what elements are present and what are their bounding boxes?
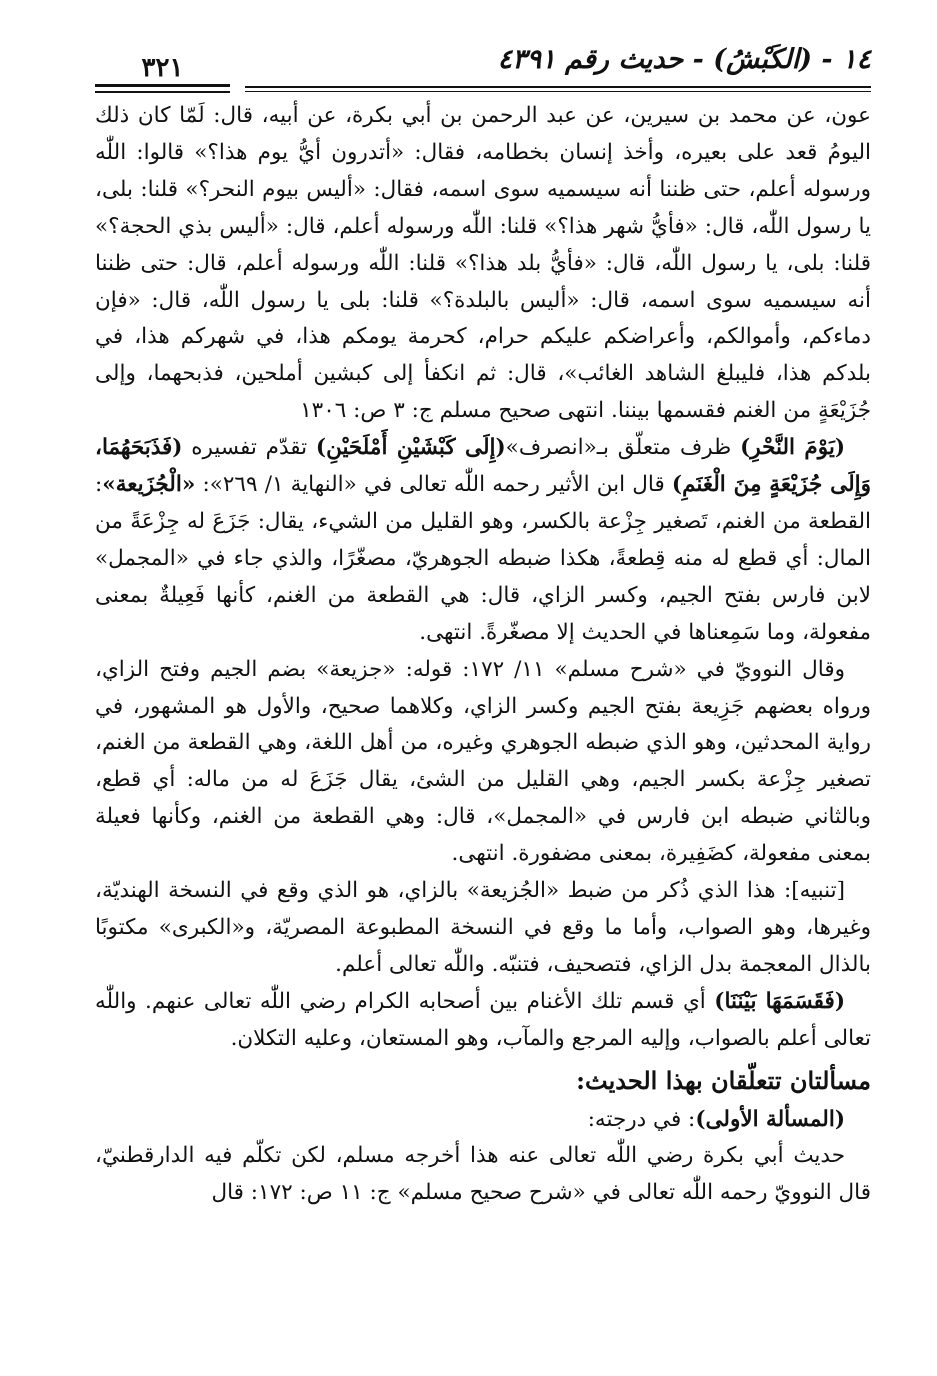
chapter-heading: ١٤ - (الكَبْشُ) - حديث رقم ٤٣٩١ bbox=[497, 44, 871, 75]
quoted-phrase: (إِلَى كَبْشَيْنِ أَمْلَحَيْنِ) bbox=[315, 435, 506, 461]
quoted-phrase: (فَقَسَمَهَا بَيْنَنَا) bbox=[714, 988, 845, 1014]
commentary-text: : القطعة من الغنم، تَصغير جِزْعة بالكسر، وهو القليل من الشيء، يقال: جَزَعَ له جِزْعَةً من المال: أي قطع له منه قِطعةً، هكذا ضبطه الجوهريّ، مصغّرًا، والذي جاء في «المجمل» لابن فارس بفتح الجيم، وكسر الزاي، قال: هي القطعة من الغنم، كأنها فَعِيلةٌ بمعنى مفعولة، وما سَمِعناها في الحديث إلا مصغّرةً. انتهى. bbox=[95, 472, 871, 645]
commentary-paragraph bbox=[95, 430, 871, 651]
commentary-text: قال ابن الأثير رحمه اللّٰه تعالى في «النهاية ١/ ٢٦٩»: bbox=[195, 472, 672, 498]
nawawi-paragraph: وقال النوويّ في «شرح مسلم» ١١/ ١٧٢: قوله: «جزيعة» بضم الجيم وفتح الزاي، ورواه بعضهم جَزِيعة بفتح الجيم وكسر الزاي، وكلاهما صحيح، والأول هو المشهور، في رواية المحدثين، وهو الذي ضبطه الجوهري وغيره، من أهل اللغة، وهي القطعة من الغنم، تصغير جِزْعة بكسر الجيم، وهي القليل من الشئ، يقال جَزَعَ له من ماله: أي قطع، وبالثاني ضبطه ابن فارس في «المجمل»، قال: وهي القطعة من الغنم، وكأنها فعيلة بمعنى مفعولة، كضَفِيرة، بمعنى مضفورة. انتهى. bbox=[95, 656, 871, 867]
section-title: مسألتان تتعلّقان بهذا الحديث: bbox=[576, 1065, 871, 1095]
commentary-paragraph bbox=[95, 984, 871, 1058]
hadith-text-paragraph: عون، عن محمد بن سيرين، عن عبد الرحمن بن أبي بكرة، عن أبيه، قال: لَمّا كان ذلك اليومُ قعد على بعيره، وأخذ إنسان بخطامه، فقال: «أتدرون أيُّ يوم هذا؟» قالوا: اللّٰه ورسوله أعلم، حتى ظننا أنه سيسميه سوى اسمه، فقال: «أليس بيوم النحر؟» قلنا: بلى، يا رسول اللّٰه، قال: «فأيُّ شهر هذا؟» قلنا: اللّٰه ورسوله أعلم، قال: «أليس بذي الحجة؟» قلنا: بلى، يا رسول اللّٰه، قال: «فأيُّ بلد هذا؟» قلنا: اللّٰه ورسوله أعلم، قال: حتى ظننا أنه سيسميه سوى اسمه، قال: «أليس بالبلدة؟» قلنا: بلى يا رسول اللّٰه، قال: «فإن دماءكم، وأموالكم، وأعراضكم عليكم حرام، كحرمة يومكم هذا، في شهركم هذا، في بلدكم هذا، فليبلغ الشاهد الغائب»، قال: ثم انكفأ إلى كبشين أملحين، فذبحهما، وإلى جُزَيْعَةٍ من الغنم فقسمها بيننا. انتهى صحيح مسلم ج: ٣ ص: ١٣٠٦ bbox=[95, 103, 871, 424]
issue-label: (المسألة الأولى) bbox=[695, 1106, 845, 1132]
page-number: ٣٢١ bbox=[141, 53, 184, 83]
commentary-text: ظرف متعلّق بـ«انصرف» bbox=[505, 435, 741, 461]
book-page bbox=[95, 40, 871, 1212]
issue-paragraph: حديث أبي بكرة رضي اللّٰه تعالى عنه هذا أخرجه مسلم، لكن تكلّم فيه الدارقطنيّ، قال النوويّ رحمه اللّٰه تعالى في «شرح صحيح مسلم» ج: ١١ ص: ١٧٢: قال bbox=[95, 1143, 871, 1206]
issue-heading bbox=[95, 1102, 871, 1139]
quoted-phrase: «الْجُزَيعة» bbox=[102, 472, 196, 498]
commentary-text: تقدّم تفسيره bbox=[182, 435, 316, 461]
commentary-text: أي قسم تلك الأغنام بين أصحابه الكرام رضي اللّٰه تعالى عنهم. واللّٰه تعالى أعلم بالصواب، وإليه المرجع والمآب، وهو المستعان، وعليه التكلان. bbox=[95, 988, 871, 1051]
note-paragraph: [تنبيه]: هذا الذي ذُكر من ضبط «الجُزيعة» بالزاي، هو الذي وقع في النسخة الهنديّة، وغيرها، وهو الصواب، وأما ما وقع في النسخة المطبوعة المصريّة، و«الكبرى» مكتوبًا بالذال المعجمة بدل الزاي، فتصحيف، فتنبّه. واللّٰه تعالى أعلم. bbox=[95, 878, 871, 977]
header-rule bbox=[245, 86, 871, 92]
quoted-phrase: (فَذَبَحَهُمَا، وَإِلَى جُزَيْعَةٍ مِنَ الْغَنَمِ) bbox=[95, 435, 871, 498]
page-body bbox=[95, 98, 871, 1212]
issue-text: : في درجته: bbox=[587, 1106, 696, 1132]
running-head bbox=[95, 40, 871, 98]
page-number-rule bbox=[95, 84, 230, 93]
page-number-block bbox=[95, 54, 230, 93]
quoted-phrase: (يَوْمَ النَّحْرِ) bbox=[740, 435, 845, 461]
